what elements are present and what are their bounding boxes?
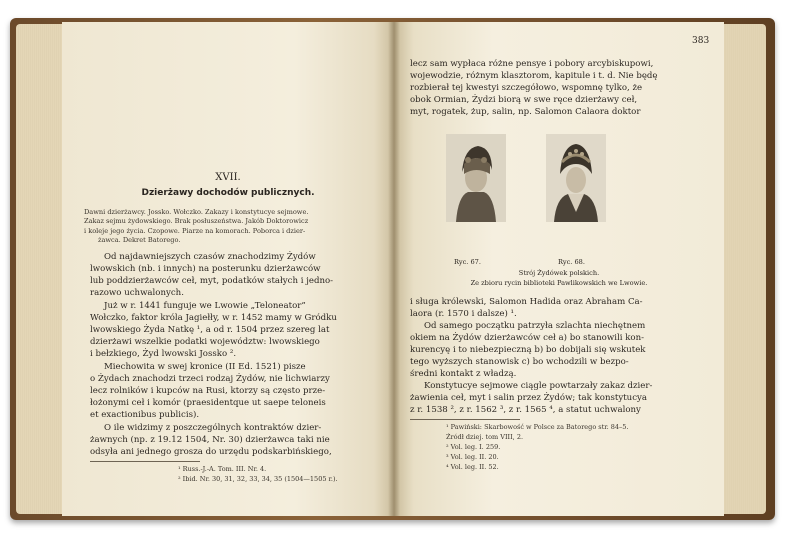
text-line: razowo uchwalonych. bbox=[90, 288, 184, 298]
summary-line: Dawni dzierżawcy. Jossko. Wołczko. Zakazy i konstytucye sejmowe. bbox=[84, 208, 309, 216]
text-line: łożonymi ceł i komór (praesidentque ut saepe teloneis bbox=[90, 398, 326, 408]
paragraph bbox=[90, 361, 386, 421]
summary-line: i koleje jego życia. Czopowe. Piarze na komorach. Poborca i dzier- bbox=[84, 226, 306, 235]
text-line: rozbierał tej kwestyi szczegółowo, wspomnę tylko, że bbox=[410, 83, 643, 93]
text-line: myt, rogatek, żup, salin, np. Salomon Calaora doktor bbox=[410, 107, 641, 117]
figure-caption: Ryc. 67. bbox=[454, 258, 481, 266]
text-line: lwowskich (nb. i innych) na posterunku dzierżawców bbox=[90, 264, 321, 274]
text-line: Już w r. 1441 funguje we Lwowie „Teloneator” bbox=[104, 301, 306, 311]
text-line: okiem na Żydów dzierżawców ceł a) bo stanowili kon- bbox=[410, 333, 645, 343]
chapter-number: XVII. bbox=[215, 172, 241, 183]
text-line: Od samego początku patrzyła szlachta niechętnem bbox=[424, 321, 646, 331]
paragraph bbox=[410, 296, 706, 320]
text-line: kurencyę i to niebezpieczną b) bo dobijali się wskutek bbox=[410, 345, 646, 355]
text-line: i bełzkiego, Żyd lwowski Jossko ². bbox=[90, 349, 237, 359]
right-page-edges bbox=[722, 24, 766, 514]
text-line: Konstytucye sejmowe ciągle powtarzały zakaz dzier- bbox=[424, 381, 653, 391]
paragraph bbox=[410, 58, 706, 118]
text-line: wojewodzie, różnym klasztorom, kapitule i t. d. Nie będę bbox=[410, 71, 658, 81]
right-page bbox=[394, 22, 724, 516]
footnote: ¹ Russ.-J.-A. Tom. III. Nr. 4. bbox=[178, 465, 267, 473]
text-line: i sługa królewski, Salomon Hadida oraz Abraham Ca- bbox=[410, 297, 643, 307]
text-line: żawnych (np. z 19.12 1504, Nr. 30) dzierżawca taki nie bbox=[90, 435, 330, 445]
footnote: ² Ibid. Nr. 30, 31, 32, 33, 34, 35 (1504—1505 r.). bbox=[178, 475, 338, 483]
left-page-edges bbox=[16, 24, 64, 514]
footnote-rule bbox=[90, 461, 200, 462]
footnote-rule bbox=[410, 419, 520, 420]
figure-caption: Ryc. 68. bbox=[558, 258, 585, 266]
portrait-figure-68 bbox=[546, 134, 606, 222]
left-page bbox=[62, 22, 394, 516]
paragraph bbox=[90, 422, 386, 458]
paragraph bbox=[410, 320, 706, 380]
text-line: Wołczko, faktor króla Jagiełły, w r. 1452 mamy w Gródku bbox=[90, 313, 337, 323]
text-line: tego wyższych stanowisk c) bo wchodzili w bezpo- bbox=[410, 357, 629, 367]
text-line: o Żydach znachodzi trzeci rodzaj Żydów, nie lichwiarzy bbox=[90, 374, 330, 384]
text-line: lecz rolników i kupców na Rusi, ktorzy są często prze- bbox=[90, 386, 326, 396]
chapter-title: Dzierżawy dochodów publicznych. bbox=[141, 188, 315, 198]
figure-source: Ze zbioru rycin biblioteki Pawlikowskich we Lwowie. bbox=[470, 279, 648, 287]
footnote: ² Vol. leg. I. 259. bbox=[446, 443, 501, 451]
summary-line: Zakaz sejmu żydowskiego. Brak posłuszeństwa. Jakób Doktorowicz bbox=[84, 217, 309, 226]
text-line: laora (r. 1570 i dalsze) ¹. bbox=[410, 309, 517, 319]
paragraph bbox=[90, 251, 386, 299]
text-line: żawienia ceł, myt i salin przez Żydów; tak konstytucya bbox=[410, 393, 647, 403]
figure-title: Strój Żydówek polskich. bbox=[518, 269, 600, 277]
paragraph bbox=[410, 380, 706, 416]
page-number: 383 bbox=[692, 36, 710, 46]
footnote: ³ Vol. leg. II. 20. bbox=[446, 453, 499, 461]
text-line: odsyła ani jednego grosza do urzędu podskarbińskiego, bbox=[90, 447, 332, 457]
text-line: dzierżawi wszelkie podatki województw: lwowskiego bbox=[90, 337, 320, 347]
text-line: et exactionibus publicis). bbox=[90, 410, 200, 420]
footnote: ¹ Pawiński: Skarbowość w Polsce za Batorego str. 84–5. bbox=[446, 423, 629, 431]
chapter-summary bbox=[84, 208, 380, 246]
text-line: lecz sam wypłaca różne pensye i pobory arcybiskupowi, bbox=[410, 59, 654, 69]
text-line: średni kontakt z władzą. bbox=[410, 369, 517, 379]
book-gutter bbox=[388, 22, 400, 516]
text-line: Miechowita w swej kronice (II Ed. 1521) pisze bbox=[104, 362, 306, 372]
footnote: Źródł dziej. tom VIII, 2. bbox=[446, 433, 524, 441]
portrait-figure-67 bbox=[446, 134, 506, 222]
summary-line: żawca. Dekret Batorego. bbox=[98, 236, 181, 245]
paragraph bbox=[90, 300, 386, 360]
text-line: lwowskiego Żyda Natkę ¹, a od r. 1504 przez szereg lat bbox=[90, 325, 330, 335]
footnote: ⁴ Vol. leg. II. 52. bbox=[446, 463, 499, 471]
text-line: z r. 1538 ², z r. 1562 ³, z r. 1565 ⁴, a statut uchwalony bbox=[410, 405, 641, 415]
text-line: O ile widzimy z poszczególnych kontraktów dzier- bbox=[104, 423, 322, 433]
text-line: Od najdawniejszych czasów znachodzimy Żydów bbox=[104, 252, 316, 262]
text-line: lub poddzierżawców ceł, myt, podatków stałych i jedno- bbox=[90, 276, 334, 286]
text-line: obok Ormian, Żydzi biorą w swe ręce dzierżawy ceł, bbox=[410, 95, 638, 105]
